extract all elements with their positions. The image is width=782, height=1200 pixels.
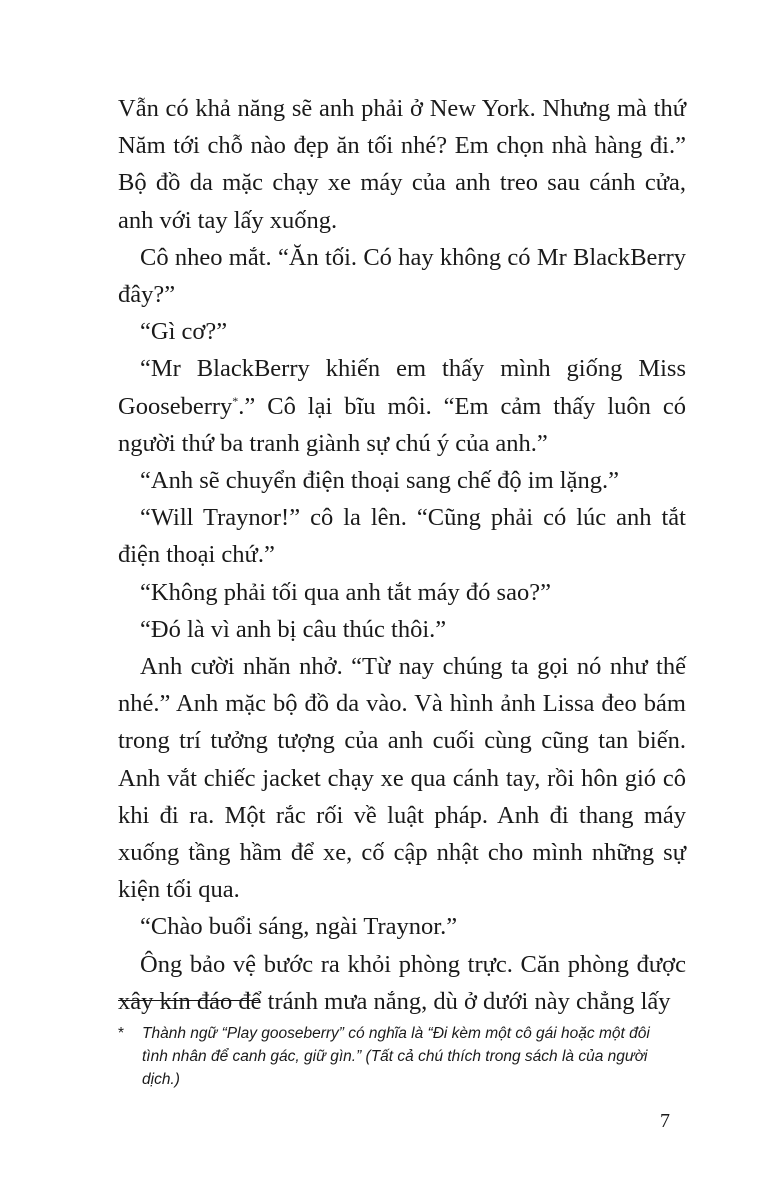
footnote-text: Thành ngữ “Play gooseberry” có nghĩa là “Đi kèm một cô gái hoặc một đôi tình nhân để canh gác, giữ gìn.” (Tất cả chú thích trong sách là của người dịch.) — [142, 1025, 650, 1088]
paragraph: “Anh sẽ chuyển điện thoại sang chế độ im lặng.” — [140, 467, 619, 495]
paragraph-with-footnote — [118, 350, 686, 462]
paragraph: Anh cười nhăn nhở. “Từ nay chúng ta gọi nó như thế nhé.” Anh mặc bộ đồ da vào. Và hình ảnh Lissa đeo bám trong trí tưởng tượng của anh cuối cùng cũng tan biến. Anh vắt chiếc jacket chạy xe qua cánh tay, rồi hôn gió cô khi đi ra. Một rắc rối về luật pháp. Anh đi thang máy xuống tầng hầm để xe, cố cập nhật cho mình những sự kiện tối qua. — [118, 653, 686, 904]
paragraph: Vẫn có khả năng sẽ anh phải ở New York. Nhưng mà thứ Năm tới chỗ nào đẹp ăn tối nhé? Em chọn nhà hàng đi.” Bộ đồ da mặc chạy xe máy của anh treo sau cánh cửa, anh với tay lấy xuống. — [118, 95, 686, 234]
paragraph: Cô nheo mắt. “Ăn tối. Có hay không có Mr BlackBerry đây?” — [118, 243, 686, 309]
footnote-reference-mark: * — [232, 393, 239, 408]
paragraph: Ông bảo vệ bước ra khỏi phòng trực. Căn phòng được xây kín đáo để tránh mưa nắng, dù ở dưới này chẳng lấy — [118, 950, 686, 1015]
paragraph: “Gì cơ?” — [140, 318, 228, 346]
body-text — [118, 90, 686, 1020]
paragraph: “Không phải tối qua anh tắt máy đó sao?” — [140, 578, 551, 606]
footnote-marker: * — [118, 1025, 125, 1042]
paragraph: “Đó là vì anh bị câu thúc thôi.” — [140, 615, 447, 643]
paragraph: “Chào buổi sáng, ngài Traynor.” — [140, 913, 458, 941]
paragraph-part: “Mr BlackBerry khiến em thấy mình giống Miss Gooseberry — [118, 355, 686, 420]
page-number: 7 — [660, 1110, 670, 1132]
paragraph-part: .” Cô lại bĩu môi. “Em cảm thấy luôn có người thứ ba tranh giành sự chú ý của anh.” — [118, 392, 686, 457]
footnote-divider — [118, 1000, 258, 1001]
paragraph: “Will Traynor!” cô la lên. “Cũng phải có lúc anh tắt điện thoại chứ.” — [118, 504, 686, 569]
footnote — [118, 1022, 678, 1091]
